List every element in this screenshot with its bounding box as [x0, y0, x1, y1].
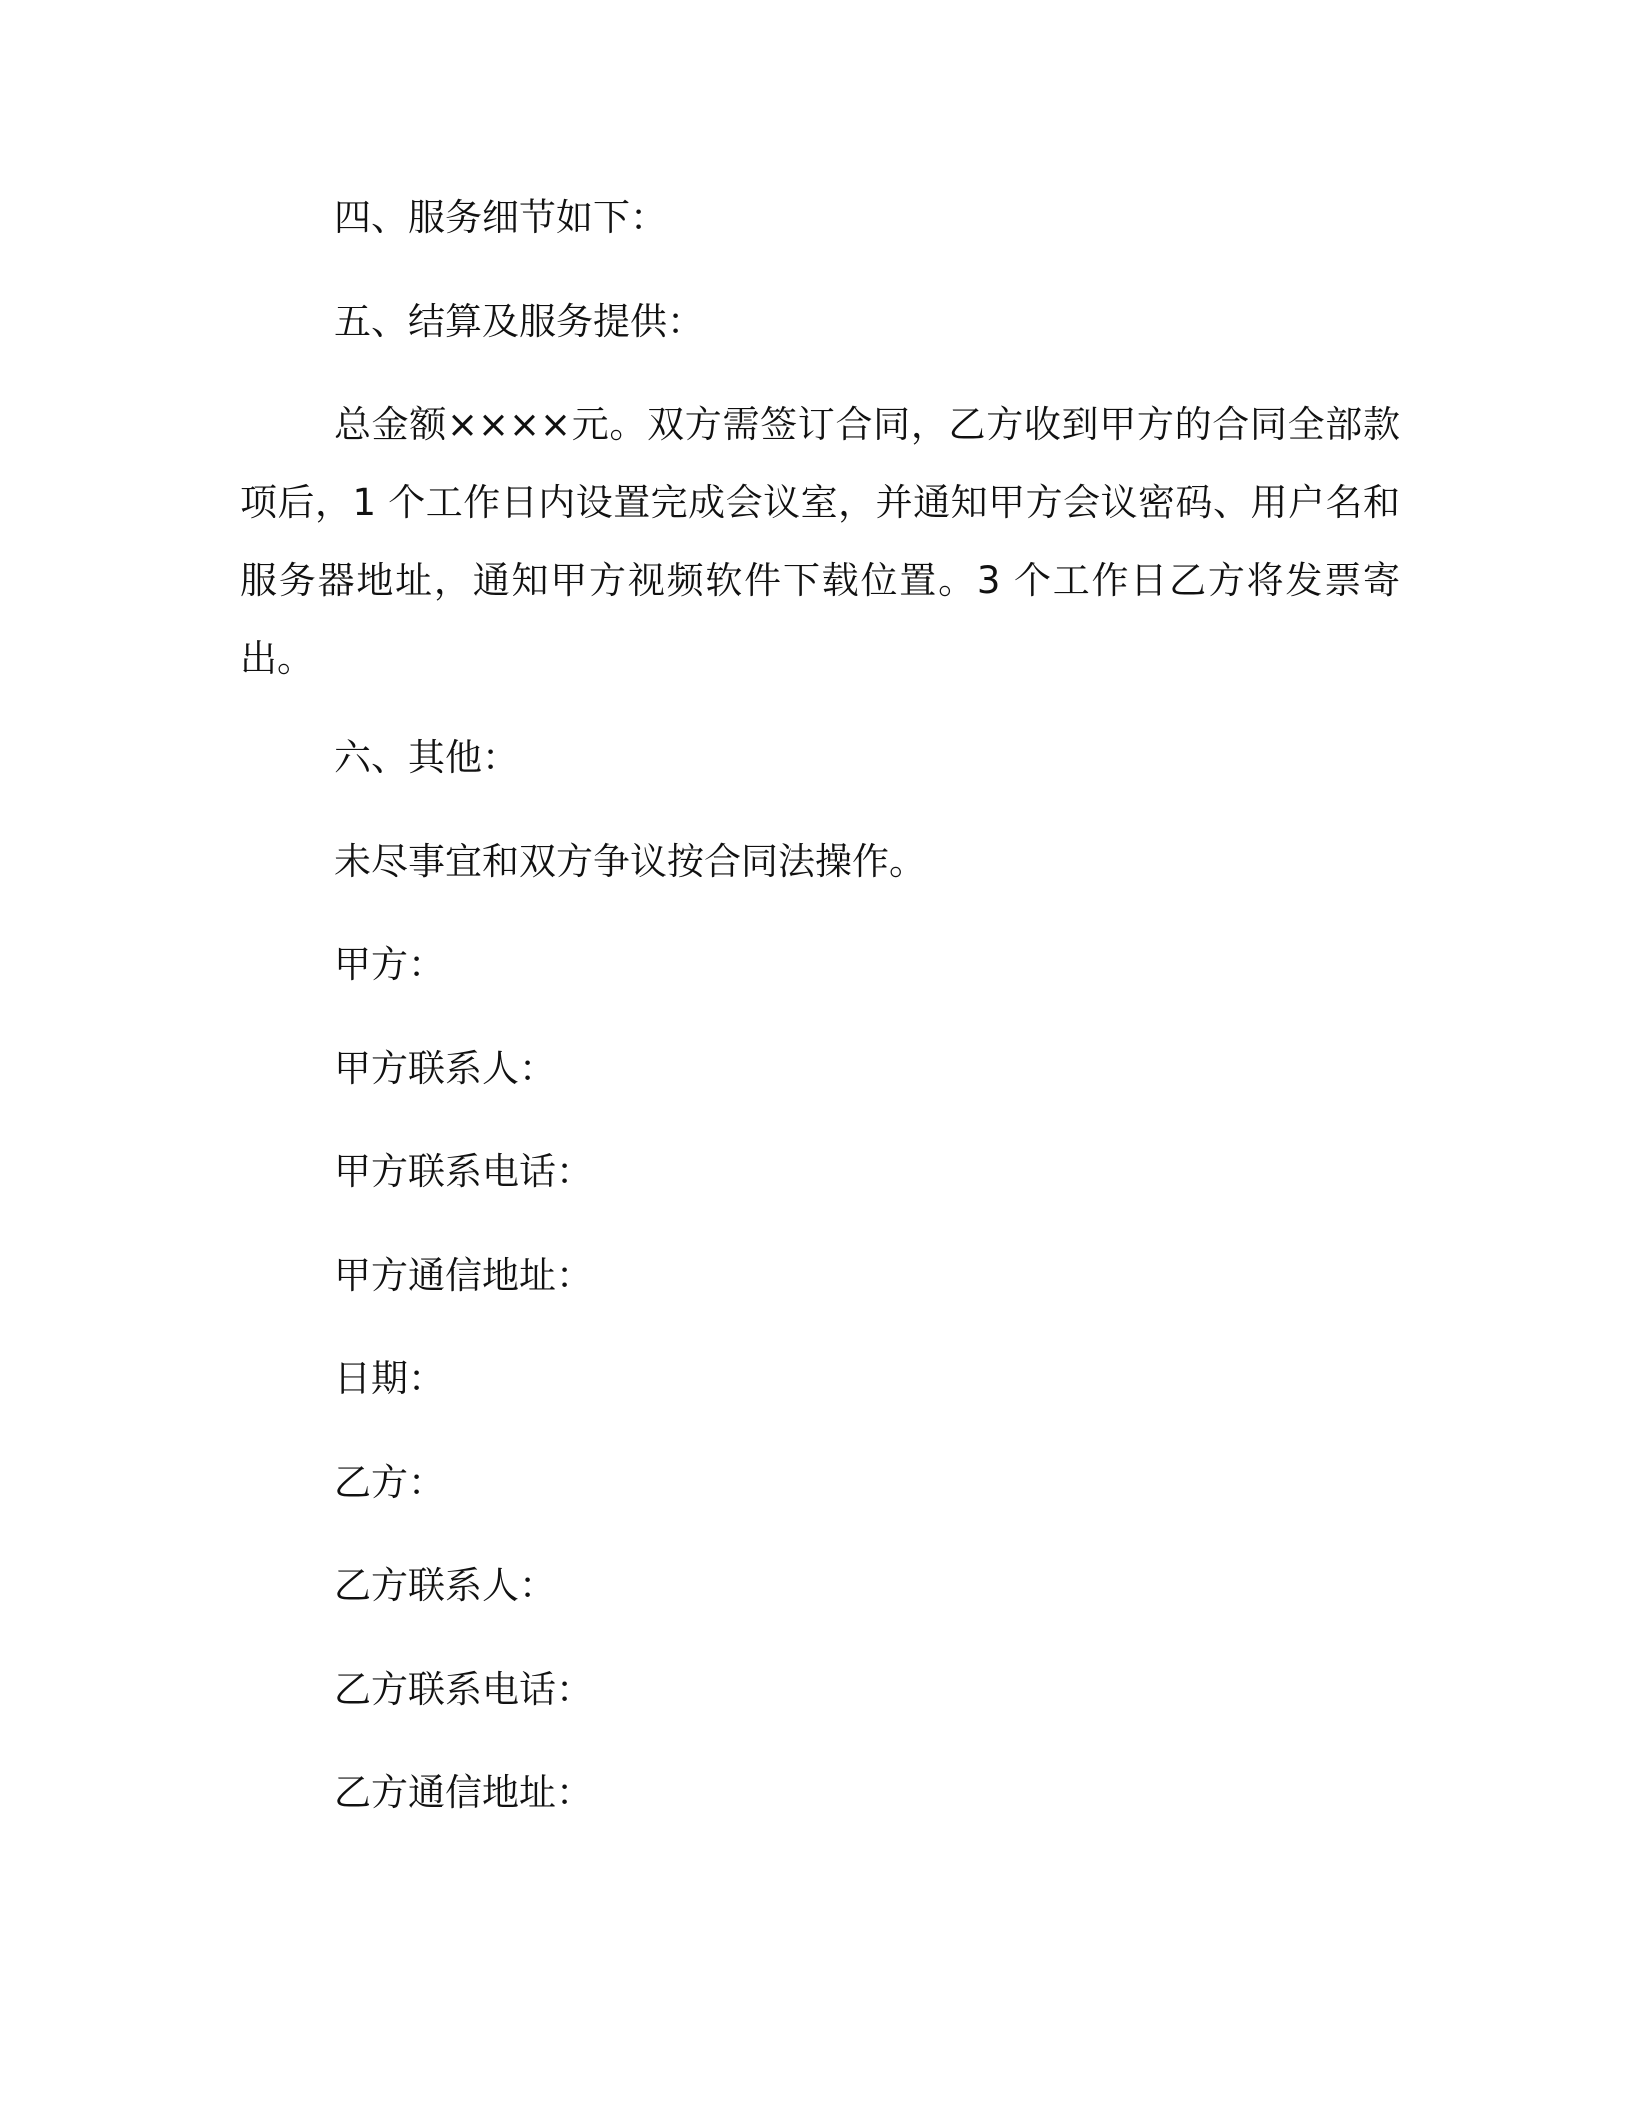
section-heading-other: 六、其他： — [334, 736, 519, 779]
section-heading-settlement: 五、结算及服务提供： — [334, 300, 704, 343]
party-b-phone-label: 乙方联系电话： — [334, 1668, 593, 1711]
party-a-contact-label: 甲方联系人： — [334, 1047, 556, 1090]
party-a-label: 甲方： — [334, 943, 445, 986]
party-b-address-label: 乙方通信地址： — [334, 1771, 593, 1814]
party-a-phone-label: 甲方联系电话： — [334, 1150, 593, 1193]
date-label: 日期： — [334, 1357, 445, 1400]
party-b-contact-label: 乙方联系人： — [334, 1564, 556, 1607]
other-text: 未尽事宜和双方争议按合同法操作。 — [334, 840, 926, 883]
party-a-address-label: 甲方通信地址： — [334, 1254, 593, 1297]
section-heading-service-details: 四、服务细节如下： — [334, 196, 667, 239]
settlement-paragraph: 总金额××××元。双方需签订合同，乙方收到甲方的合同全部款项后，1 个工作日内设置完成会议室，并通知甲方会议密码、用户名和服务器地址，通知甲方视频软件下载位置。3 个工作日乙方将发票寄出。 — [240, 403, 1400, 680]
party-b-label: 乙方： — [334, 1461, 445, 1504]
